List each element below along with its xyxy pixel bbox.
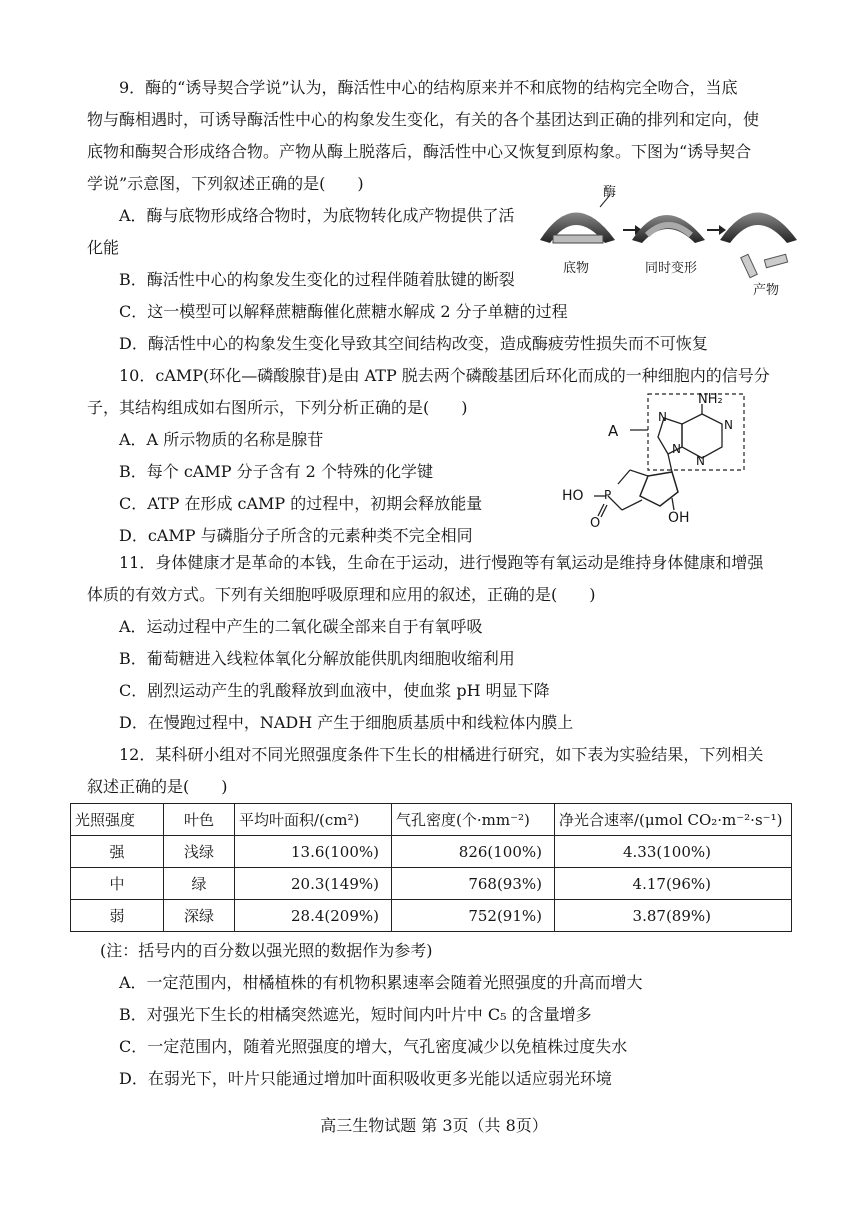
cell: 768(93%) — [392, 868, 555, 900]
q12-stem-line-1: 12．某科研小组对不同光照强度条件下生长的柑橘进行研究，如下表为实验结果，下列相关 — [119, 745, 764, 764]
label-oh: OH — [668, 510, 690, 526]
q11-option-b: B．葡萄糖进入线粒体氧化分解放能供肌肉细胞收缩利用 — [119, 649, 515, 668]
enzyme-shape-3 — [720, 213, 797, 244]
q11-stem-line-1: 11．身体健康才是革命的本钱，生命在于运动，进行慢跑等有氧运动是维持身体健康和增强 — [119, 553, 764, 572]
cell: 深绿 — [164, 900, 235, 932]
q10-stem-line-2: 子，其结构组成如右图所示，下列分析正确的是( ) — [87, 398, 468, 417]
enzyme-shape-2 — [632, 215, 705, 243]
q9-option-c: C．这一模型可以解释蔗糖酶催化蔗糖水解成 2 分子单糖的过程 — [119, 302, 568, 321]
label-ho: HO — [562, 488, 584, 504]
q9-option-a-line-1: A．酶与底物形成络合物时，为底物转化成产物提供了活 — [119, 206, 515, 225]
q11-option-a: A．运动过程中产生的二氧化碳全部来自于有氧呼吸 — [119, 617, 483, 636]
cell: 4.17(96%) — [555, 868, 792, 900]
label-n-1: N — [658, 410, 667, 424]
cell: 13.6(100%) — [235, 836, 392, 868]
q9-option-a-line-2: 化能 — [87, 238, 120, 257]
q12-option-d: D．在弱光下，叶片只能通过增加叶面积吸收更多光能以适应弱光环境 — [119, 1069, 612, 1088]
label-o-double: O — [590, 516, 601, 531]
substrate-shape — [553, 235, 603, 243]
cell: 强 — [71, 836, 164, 868]
q9-stem-line-2: 物与酶相遇时，可诱导酶活性中心的构象发生变化，有关的各个基团达到正确的排列和定向，使 — [87, 110, 760, 129]
label-product: 产物 — [753, 283, 780, 298]
product-shape-1 — [741, 254, 758, 277]
cell: 752(91%) — [392, 900, 555, 932]
table-row — [71, 900, 792, 932]
q9-option-d: D．酶活性中心的构象发生变化导致其空间结构改变，造成酶疲劳性损失而不可恢复 — [119, 334, 708, 353]
header-light-intensity: 光照强度 — [71, 804, 164, 836]
q11-option-d: D．在慢跑过程中，NADH 产生于细胞质基质中和线粒体内膜上 — [119, 713, 574, 732]
q9-option-b: B．酶活性中心的构象发生变化的过程伴随着肽键的断裂 — [119, 270, 515, 289]
label-p: P — [604, 488, 612, 502]
table-row — [71, 868, 792, 900]
q12-option-b: B．对强光下生长的柑橘突然遮光，短时间内叶片中 C₅ 的含量增多 — [119, 1005, 592, 1024]
q10-option-b: B．每个 cAMP 分子含有 2 个特殊的化学键 — [119, 462, 433, 481]
label-substrate: 底物 — [563, 261, 590, 276]
page-footer: 高三生物试题 第 3页（共 8页） — [320, 1116, 548, 1135]
cell: 弱 — [71, 900, 164, 932]
cell: 28.4(209%) — [235, 900, 392, 932]
cell: 20.3(149%) — [235, 868, 392, 900]
q10-option-a: A．A 所示物质的名称是腺苷 — [119, 430, 324, 449]
q10-option-c: C．ATP 在形成 cAMP 的过程中，初期会释放能量 — [119, 494, 483, 513]
label-n-2: N — [724, 418, 733, 432]
header-stomatal-density: 气孔密度(个·mm⁻²) — [392, 804, 555, 836]
table-note: (注：括号内的百分数以强光照的数据作为参考) — [100, 941, 433, 960]
q10-option-d: D．cAMP 与磷脂分子所含的元素种类不完全相同 — [119, 526, 473, 545]
q11-stem-line-2: 体质的有效方式。下列有关细胞呼吸原理和应用的叙述，正确的是( ) — [87, 585, 596, 604]
label-nh2: NH₂ — [698, 392, 723, 407]
cell: 4.33(100%) — [555, 836, 792, 868]
header-net-photosynthesis: 净光合速率/(μmol CO₂·m⁻²·s⁻¹) — [555, 804, 792, 836]
table-header-row — [71, 804, 792, 836]
header-leaf-area: 平均叶面积/(cm²) — [235, 804, 392, 836]
q9-stem-line-3: 底物和酶契合形成络合物。产物从酶上脱落后，酶活性中心又恢复到原构象。下图为“诱导契合 — [87, 142, 752, 161]
cell: 中 — [71, 868, 164, 900]
q11-option-c: C．剧烈运动产生的乳酸释放到血液中，使血浆 pH 明显下降 — [119, 681, 550, 700]
q10-stem-line-1: 10．cAMP(环化—磷酸腺苷)是由 ATP 脱去两个磷酸基团后环化而成的一种细胞内的信号分 — [119, 366, 770, 385]
label-enzyme: 酶 — [603, 185, 617, 200]
label-n-4: N — [672, 442, 681, 456]
label-a: A — [608, 422, 619, 440]
q12-option-a: A．一定范围内，柑橘植株的有机物积累速率会随着光照强度的升高而增大 — [119, 973, 643, 992]
light-intensity-table — [70, 803, 792, 932]
q12-stem-line-2: 叙述正确的是( ) — [87, 777, 228, 796]
label-simultaneous-change: 同时变形 — [645, 261, 698, 276]
cell: 826(100%) — [392, 836, 555, 868]
cell: 绿 — [164, 868, 235, 900]
induced-fit-diagram — [535, 185, 805, 298]
label-n-3: N — [696, 454, 705, 468]
camp-structure-diagram — [560, 392, 760, 542]
product-shape-2 — [764, 254, 787, 267]
cell: 浅绿 — [164, 836, 235, 868]
cell: 3.87(89%) — [555, 900, 792, 932]
q9-stem-line-4: 学说”示意图，下列叙述正确的是( ) — [87, 174, 364, 193]
table-row — [71, 836, 792, 868]
q12-option-c: C．一定范围内，随着光照强度的增大，气孔密度减少以免植株过度失水 — [119, 1037, 628, 1056]
header-leaf-color: 叶色 — [164, 804, 235, 836]
q9-stem-line-1: 9．酶的“诱导契合学说”认为，酶活性中心的结构原来并不和底物的结构完全吻合，当底 — [119, 78, 738, 97]
